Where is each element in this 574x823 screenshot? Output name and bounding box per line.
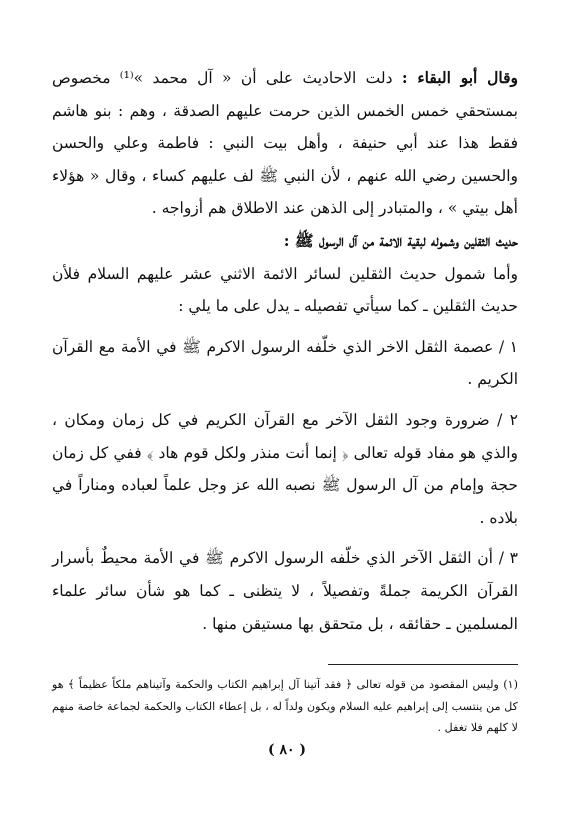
spacer [52,534,518,542]
footnote [52,674,518,739]
spacer [52,396,518,404]
list-item-2: ٢ / ضرورة وجود الثقل الآخر مع القرآن الكريم في كل زمان ومكان ، والذي هو مفاد قوله تعالى ﴿ إنما أنت منذر ولكل قوم هاد ﴾ ففي كل زمان حجة وإمام من آل الرسول ﷺ نصبه الله عز وجل علماً لعباده ومناراً في بلاده . [52,410,518,527]
page-number: ( ٨٠ ) [267,742,307,758]
section-heading: حديث الثقلين وشموله لبقية الائمة من آل الرسول ﷺ : [283,230,518,250]
paragraph-text: دلت الاحاديث على أن « آل محمد »⁽¹⁾ مخصوص بمستحقي خمس الخمس الذين حرمت عليهم الصدقة ، وهم : بنو هاشم فقط هذا عند أبي حنيفة ، وأهل بيت النبي : فاطمة وعلي والحسن والحسين رضي الله عنهم ، لأن النبي ﷺ لف عليهم كساء ، وقال « هؤلاء أهل بيتي » ، والمتبادر إلى الذهن عند الاطلاق هم أزواجه . [52,69,518,218]
paragraph-abu-albaqa [52,62,518,225]
paragraph-lead: وقال أبو البقاء : [401,68,518,87]
paragraph-intro: وأما شمول حديث الثقلين لسائر الائمة الاثني عشر عليهم السلام فلأن حديث الثقلين ـ كما سيأتي تفصيله ـ يدل على ما يلي : [52,264,518,316]
main-text [52,62,518,640]
spacer [52,323,518,331]
list-item-1: ١ / عصمة الثقل الاخر الذي خلّفه الرسول الاكرم ﷺ في الأمة مع القرآن الكريم . [52,337,518,389]
footnote-text: (١) وليس المقصود من قوله تعالى ﴿ فقد آتينا آل إبراهيم الكتاب والحكمة وآتيناهم ملكاً عظيماً ﴾ هو كل من ينتسب إلى إبراهيم عليه السلام ويكون ولداً له ، بل إعطاء الكتاب والحكمة لجماعة خاصة منهم لا كلهم فلا تغفل . [52,678,518,734]
list-item-3: ٣ / أن الثقل الآخر الذي خلّفه الرسول الاكرم ﷺ في الأمة محيطٌ بأسرار القرآن الكريمة جملةً وتفصيلاً ، لا يتظنى ـ كما هو شأن سائر علماء المسلمين ـ حقائقه ، بل متحقق بها مستيقن منها . [52,549,518,633]
footnote-divider [328,664,518,665]
